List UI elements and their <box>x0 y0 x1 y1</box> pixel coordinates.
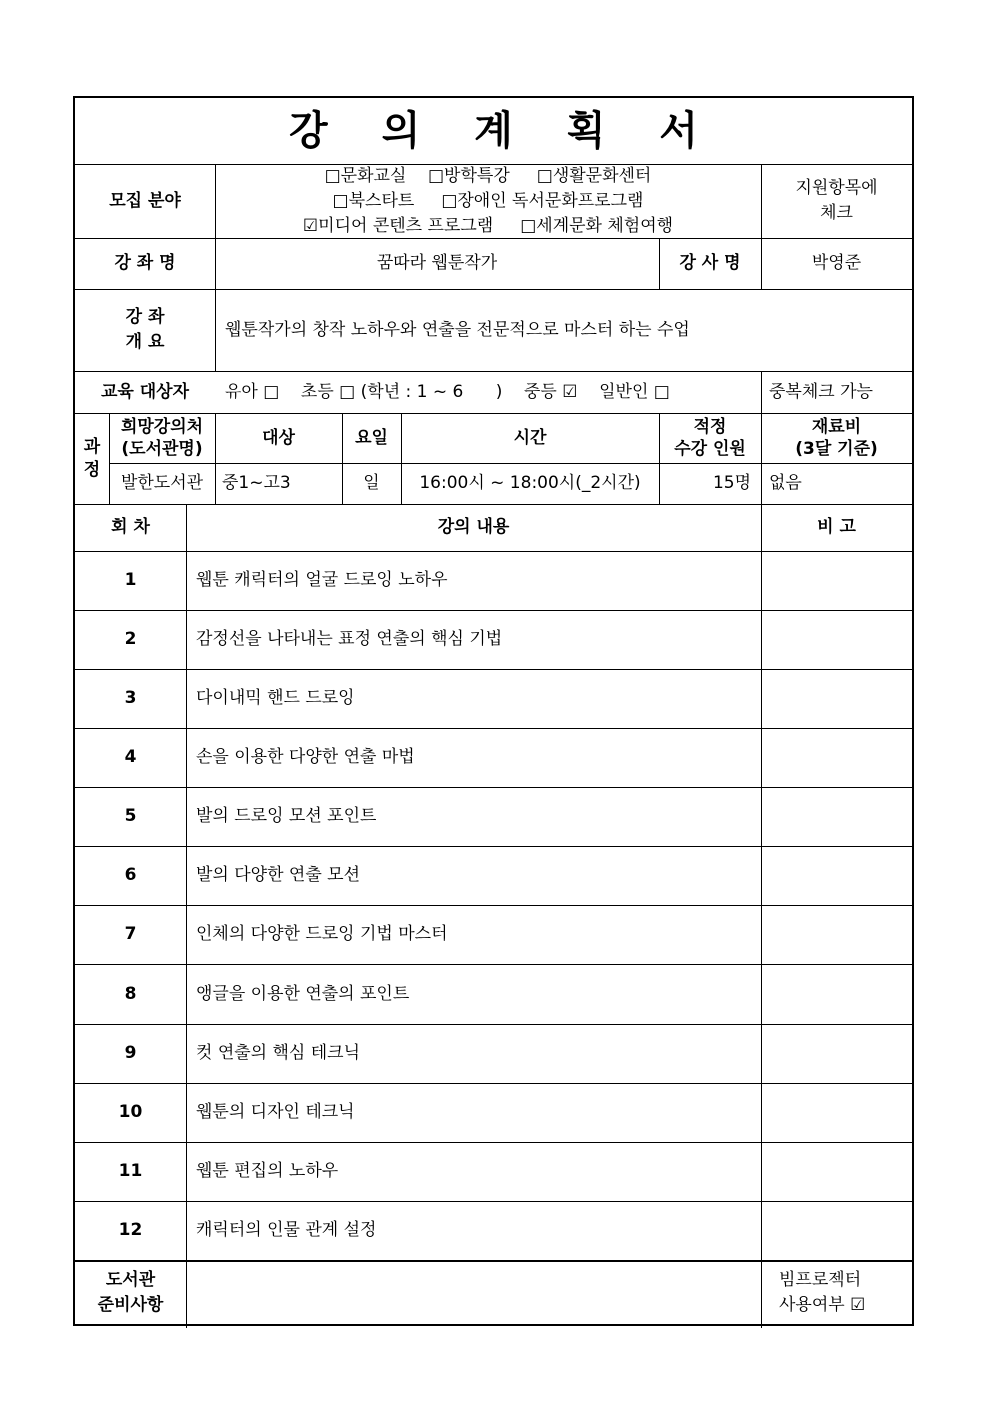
session-no: 7 <box>124 924 137 945</box>
process-header-library: 희망강의처 (도서관명) <box>120 416 204 459</box>
session-no: 9 <box>124 1043 137 1064</box>
process-header-capacity: 적정 수강 인원 <box>674 416 746 459</box>
recruit-label: 모집 분야 <box>109 190 181 211</box>
session-no: 8 <box>124 983 137 1004</box>
session-no: 10 <box>118 1102 143 1123</box>
recruit-line-1: □문화교실 □방학특강 □생활문화센터 <box>324 165 652 186</box>
sessions-header-note: 비 고 <box>817 517 856 538</box>
process-header-time: 시간 <box>513 427 547 448</box>
lecture-plan-form <box>73 96 914 1326</box>
page-title: 강 의 계 획 서 <box>289 108 718 154</box>
process-header-target: 대상 <box>262 427 295 448</box>
session-no: 11 <box>118 1161 143 1182</box>
session-content: 웹툰의 디자인 테크닉 <box>196 1102 355 1123</box>
session-no: 1 <box>124 570 137 591</box>
instructor-name: 박영준 <box>811 253 862 274</box>
session-no: 2 <box>124 629 137 650</box>
process-label: 과 정 <box>83 437 101 480</box>
process-capacity: 15명 <box>712 473 751 494</box>
session-content: 다이내믹 핸드 드로잉 <box>196 688 355 709</box>
process-material: 없음 <box>769 473 802 494</box>
process-header-material: 재료비 (3달 기준) <box>795 416 878 459</box>
process-header-day: 요일 <box>355 427 388 448</box>
session-content: 앵글을 이용한 연출의 포인트 <box>196 983 410 1004</box>
target-label: 교육 대상자 <box>100 381 190 402</box>
session-content: 감정선을 나타내는 표정 연출의 핵심 기법 <box>196 629 503 650</box>
recruit-note: 지원항목에 체크 <box>795 178 878 223</box>
session-content: 인체의 다양한 드로잉 기법 마스터 <box>196 924 448 945</box>
sessions-header-no: 회 차 <box>111 517 150 538</box>
session-content: 웹툰 편집의 노하우 <box>196 1161 339 1182</box>
session-content: 캐릭터의 인물 관계 설정 <box>196 1220 377 1241</box>
session-no: 6 <box>124 865 137 886</box>
recruit-line-3: ☑미디어 콘텐츠 프로그램 □세계문화 체험여행 <box>302 215 674 236</box>
footer-preparation <box>186 1262 761 1324</box>
session-no: 3 <box>124 688 137 709</box>
recruit-categories <box>215 164 761 238</box>
process-time: 16:00시 ~ 18:00시(_2시간) <box>419 473 641 494</box>
footer-label: 도서관 준비사항 <box>97 1269 164 1315</box>
recruit-line-2: □북스타트 □장애인 독서문화프로그램 <box>332 190 644 211</box>
process-day: 일 <box>363 473 380 494</box>
process-library: 발한도서관 <box>120 473 204 494</box>
process-target: 중1~고3 <box>222 473 291 494</box>
course-name: 꿈따라 웹툰작가 <box>376 253 498 274</box>
sessions-header-content: 강의 내용 <box>437 517 510 538</box>
target-note: 중복체크 가능 <box>769 381 873 402</box>
overview-text: 웹툰작가의 창작 노하우와 연출을 전문적으로 마스터 하는 수업 <box>225 319 690 340</box>
instructor-label: 강 사 명 <box>679 253 741 274</box>
overview-label: 강 좌 개 요 <box>125 307 165 352</box>
session-no: 12 <box>118 1220 143 1241</box>
session-no: 5 <box>124 806 137 827</box>
session-content: 발의 드로잉 모션 포인트 <box>196 806 377 827</box>
projector-usage: 빔프로젝터 사용여부 ☑ <box>779 1269 866 1315</box>
session-content: 발의 다양한 연출 모션 <box>196 865 361 886</box>
session-content: 웹툰 캐릭터의 얼굴 드로잉 노하우 <box>196 570 448 591</box>
course-name-label: 강 좌 명 <box>114 253 176 274</box>
target-options: 유아 □ 초등 □ (학년 : 1 ~ 6 ) 중등 ☑ 일반인 □ <box>225 381 670 402</box>
session-no: 4 <box>124 747 137 768</box>
session-content: 컷 연출의 핵심 테크닉 <box>196 1043 361 1064</box>
session-content: 손을 이용한 다양한 연출 마법 <box>196 747 415 768</box>
